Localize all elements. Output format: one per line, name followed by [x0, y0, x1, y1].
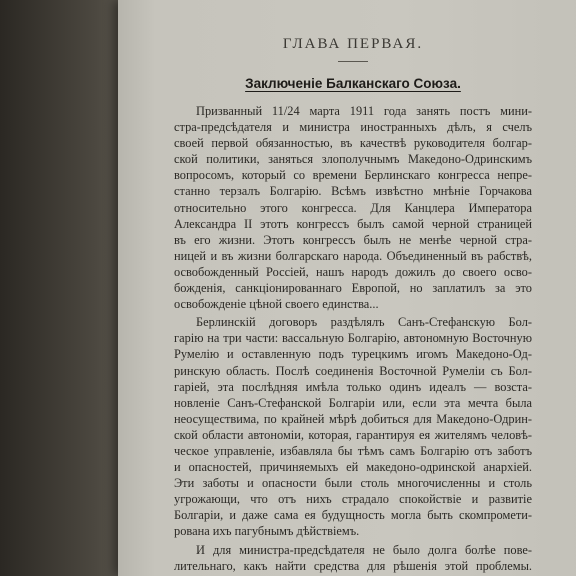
text-line: въ его жизни. Этотъ конгрессъ былъ не менѣе черной стра- [174, 232, 532, 247]
page-content [174, 36, 532, 574]
text-line: освобожденный Россiей, нашъ народъ дожилъ до своего осво- [174, 264, 532, 279]
text-line: неосуществима, по крайней мѣрѣ добиться для Македоно-Одрин- [174, 411, 532, 426]
text-line: ницей и въ жизни болгарскаго народа. Объединенный въ рабствѣ, [174, 248, 532, 263]
chapter-heading: ГЛАВА ПЕРВАЯ. [282, 36, 424, 52]
text-line: своей первой обязанностью, въ качествѣ руководителя болгар- [174, 136, 532, 151]
text-line: Призванный 11/24 марта 1911 года занять постъ мини- [196, 104, 532, 118]
text-line: угрожающи, что отъ нихъ страдало спокойствiе и развитiе [174, 492, 532, 507]
paragraph-1 [174, 103, 532, 312]
text-line: Румелiю и оставленную подъ турецкимъ игомъ Македоно-Од- [174, 347, 532, 362]
text-line: ческое управленiе, избавляла бы тѣмъ самъ Болгарiю отъ заботъ [174, 443, 532, 458]
paragraph-3 [174, 542, 532, 574]
paragraph-2 [174, 314, 532, 539]
body-text [174, 103, 532, 574]
text-line: освобожденiе цѣной своего единства... [174, 297, 379, 312]
text-line: гарiю на три части: вассальную Болгарiю, автономную Восточную [174, 331, 532, 346]
text-line: новленiе Санъ-Стефанской Болгарiи или, если эта мечта была [174, 395, 532, 410]
heading-divider [338, 61, 368, 62]
text-line: И для министра-предсѣдателя не было долга болѣе пове- [196, 542, 532, 557]
text-line: и опасностей, причиняемыхъ ей македоно-одринской анархiей. [174, 460, 532, 475]
text-line: рована ихъ пагубнымъ дѣйствiемъ. [174, 524, 360, 539]
text-line: гарiей, эта послѣдняя имѣла только одинъ идеалъ — возста- [174, 379, 532, 394]
book-page [118, 0, 576, 576]
text-line: божденiя, санкцiонированнаго Европой, но заплатилъ за это [174, 281, 532, 296]
text-line: ской политики, заняться злополучнымъ Македоно-Одринскимъ [174, 152, 532, 167]
section-title: Заключенiе Балканскаго Союза. [245, 76, 461, 91]
text-line: Болгарiи, и даже сама ея будущность могла быть скомпромети- [174, 508, 532, 523]
text-line: вопросомъ, который со времени Берлинскаго конгресса непре- [174, 168, 532, 183]
text-line: Александра II этотъ конгрессъ былъ самой черной страницей [174, 216, 532, 231]
text-line: стра-предсѣдателя и министра иностранныхъ дѣлъ, я счелъ [174, 120, 532, 135]
text-line: Берлинскiй договоръ раздѣлялъ Санъ-Стефанскую Бол- [196, 315, 532, 330]
text-line: ринскую область. Послѣ соединенiя Восточной Румелiи съ Бол- [174, 363, 532, 378]
text-line: относительно этого конгресса. Для Канцлера Императора [174, 200, 532, 215]
text-line: Эти заботы и опасности были столь многочисленны и столь [174, 476, 532, 491]
text-line: ской области автономiи, которая, гарантируя ея жителямъ человѣ- [174, 427, 532, 442]
text-line: станно терзалъ Болгарiю. Всѣмъ извѣстно мнѣнiе Горчакова [174, 184, 532, 199]
text-line: лительнаго, какъ найти средства для рѣшенiя этой проблемы. [174, 558, 532, 573]
